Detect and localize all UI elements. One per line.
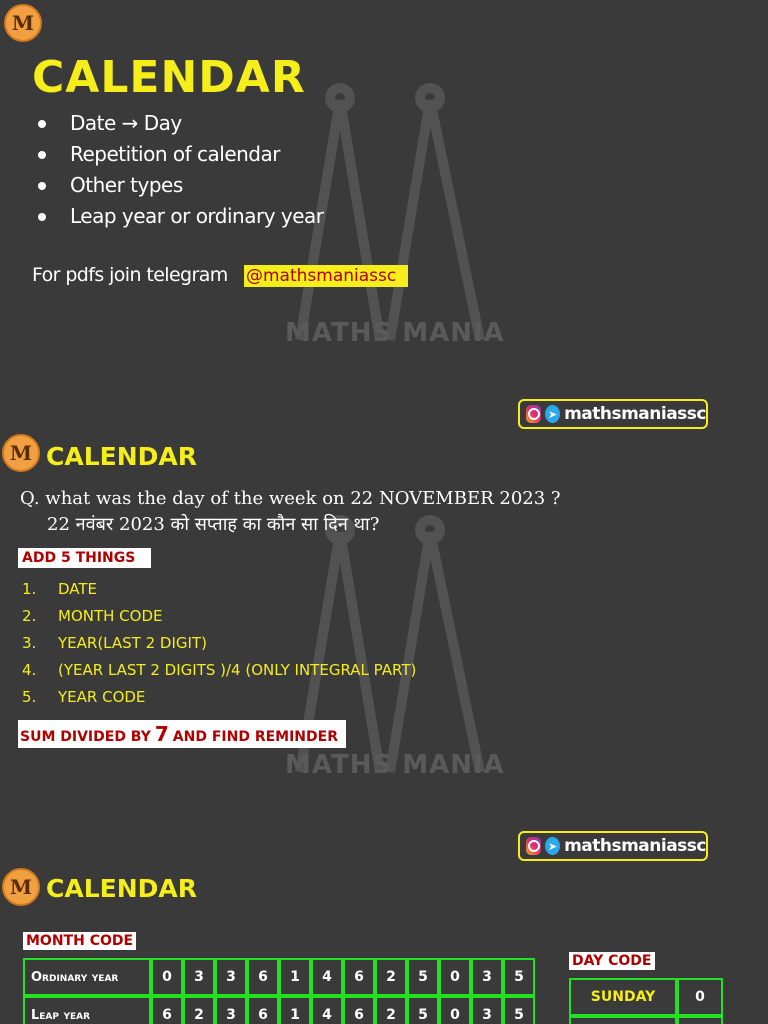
instagram-icon xyxy=(526,405,541,423)
list-item: 2. MONTH CODE xyxy=(22,607,163,625)
bullet-icon xyxy=(38,120,46,128)
table-cell: 1 xyxy=(279,996,311,1024)
day-code-table xyxy=(569,978,723,1024)
telegram-handle-link[interactable]: @mathsmaniassc xyxy=(244,265,408,287)
maths-mania-logo-icon: M xyxy=(4,4,42,42)
slide-3 xyxy=(0,864,768,1024)
ordinary-year-label: Ordinary year xyxy=(23,958,151,996)
table-cell: 6 xyxy=(247,996,279,1024)
bullet-icon xyxy=(38,182,46,190)
table-cell: 2 xyxy=(375,996,407,1024)
table-cell: 3 xyxy=(215,996,247,1024)
table-cell: 6 xyxy=(247,958,279,996)
table-row xyxy=(569,1016,723,1024)
month-code-label: MONTH CODE xyxy=(23,932,136,950)
list-item: 1. DATE xyxy=(22,580,98,598)
list-item: 3. YEAR(LAST 2 DIGIT) xyxy=(22,634,207,652)
table-cell xyxy=(569,1016,677,1024)
table-row xyxy=(23,996,535,1024)
section-title: CALENDAR xyxy=(46,442,197,471)
bullet-icon xyxy=(38,213,46,221)
table-cell: 2 xyxy=(183,996,215,1024)
list-item: Other types xyxy=(38,170,324,201)
table-cell: 3 xyxy=(215,958,247,996)
social-badge[interactable] xyxy=(518,831,708,861)
section-title: CALENDAR xyxy=(46,874,197,903)
list-item: 5. YEAR CODE xyxy=(22,688,146,706)
table-row xyxy=(23,958,535,996)
table-cell: 4 xyxy=(311,996,343,1024)
telegram-icon: ➤ xyxy=(545,405,560,423)
table-cell: 3 xyxy=(183,958,215,996)
question xyxy=(20,486,561,538)
question-english: Q. what was the day of the week on 22 NOVEMBER 2023 ? xyxy=(20,488,561,509)
slide-1 xyxy=(0,0,768,432)
question-hindi: 22 नवंबर 2023 को सप्ताह का कौन सा दिन था? xyxy=(47,514,380,535)
table-cell: 5 xyxy=(503,958,535,996)
leap-year-label: Leap year xyxy=(23,996,151,1024)
social-handle: mathsmaniassc xyxy=(564,836,706,856)
table-cell: 0 xyxy=(151,958,183,996)
table-cell: 5 xyxy=(407,996,439,1024)
instagram-icon xyxy=(526,837,541,855)
list-item: Date → Day xyxy=(38,108,324,139)
steps-list xyxy=(22,576,416,711)
table-cell: 6 xyxy=(343,996,375,1024)
table-cell: 6 xyxy=(151,996,183,1024)
table-cell: 5 xyxy=(407,958,439,996)
bullet-icon xyxy=(38,151,46,159)
table-cell: 3 xyxy=(471,958,503,996)
table-cell: 0 xyxy=(439,996,471,1024)
table-cell: 1 xyxy=(279,958,311,996)
social-handle: mathsmaniassc xyxy=(564,404,706,424)
list-item: Leap year or ordinary year xyxy=(38,201,324,232)
table-cell: 2 xyxy=(375,958,407,996)
page-title: CALENDAR xyxy=(32,52,306,103)
table-cell xyxy=(677,1016,723,1024)
watermark-text: MATHS MANIA xyxy=(285,750,505,780)
table-cell: 6 xyxy=(343,958,375,996)
month-code-table xyxy=(23,958,535,1024)
list-item: 4. (YEAR LAST 2 DIGITS )/4 (ONLY INTEGRAL PART) xyxy=(22,661,417,679)
table-cell: SUNDAY xyxy=(569,978,677,1016)
table-cell: 0 xyxy=(677,978,723,1016)
table-cell: 0 xyxy=(439,958,471,996)
table-cell: 3 xyxy=(471,996,503,1024)
telegram-icon: ➤ xyxy=(545,837,560,855)
table-cell: 5 xyxy=(503,996,535,1024)
maths-mania-logo-icon: M xyxy=(2,868,40,906)
maths-mania-logo-icon: M xyxy=(2,434,40,472)
list-item: Repetition of calendar xyxy=(38,139,324,170)
topic-list xyxy=(38,108,324,232)
add-things-label: ADD 5 THINGS xyxy=(18,548,151,568)
sum-instruction: SUM DIVIDED BY 7 AND FIND REMINDER xyxy=(18,720,346,748)
watermark-text: MATHS MANIA xyxy=(285,318,505,348)
table-cell: 4 xyxy=(311,958,343,996)
day-code-label: DAY CODE xyxy=(569,952,655,970)
social-badge[interactable] xyxy=(518,399,708,429)
table-row xyxy=(569,978,723,1016)
slide-2 xyxy=(0,432,768,864)
telegram-text: For pdfs join telegram xyxy=(32,264,228,286)
